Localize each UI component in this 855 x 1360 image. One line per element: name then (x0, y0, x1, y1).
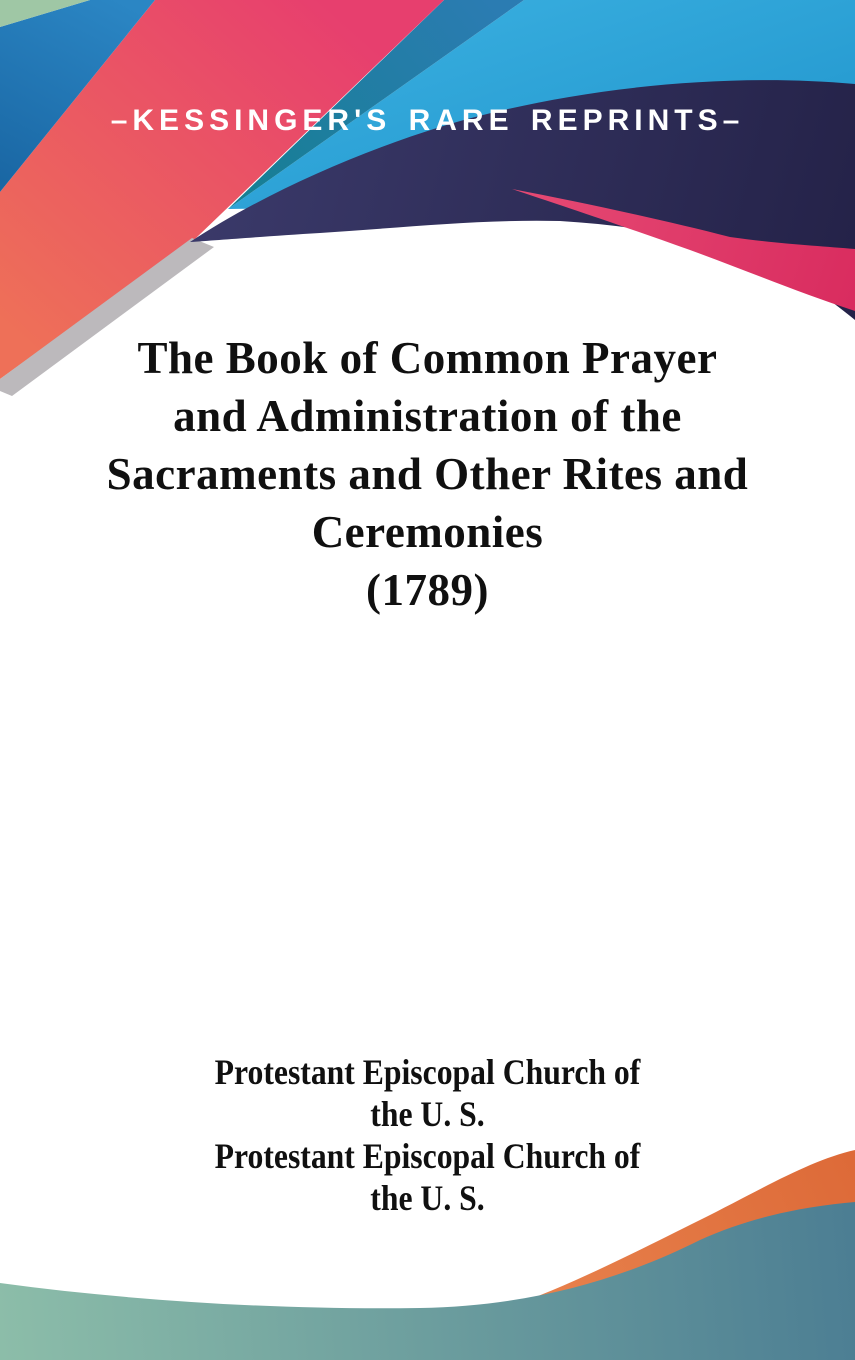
author-line: Protestant Episcopal Church of (214, 1136, 641, 1176)
bottom-cover-art (0, 1140, 855, 1360)
author-line: the U. S. (370, 1094, 485, 1134)
author-line: Protestant Episcopal Church of (214, 1052, 641, 1092)
author-line: the U. S. (370, 1178, 485, 1218)
title-line: and Administration of the (173, 391, 682, 441)
book-title (0, 329, 855, 619)
title-line: The Book of Common Prayer (137, 333, 718, 383)
title-line: Ceremonies (311, 507, 544, 557)
publisher-banner-label: –KESSINGER'S RARE REPRINTS– (110, 104, 745, 137)
publisher-banner (0, 104, 855, 138)
title-line: Sacraments and Other Rites and (106, 449, 749, 499)
title-line: (1789) (366, 565, 489, 615)
